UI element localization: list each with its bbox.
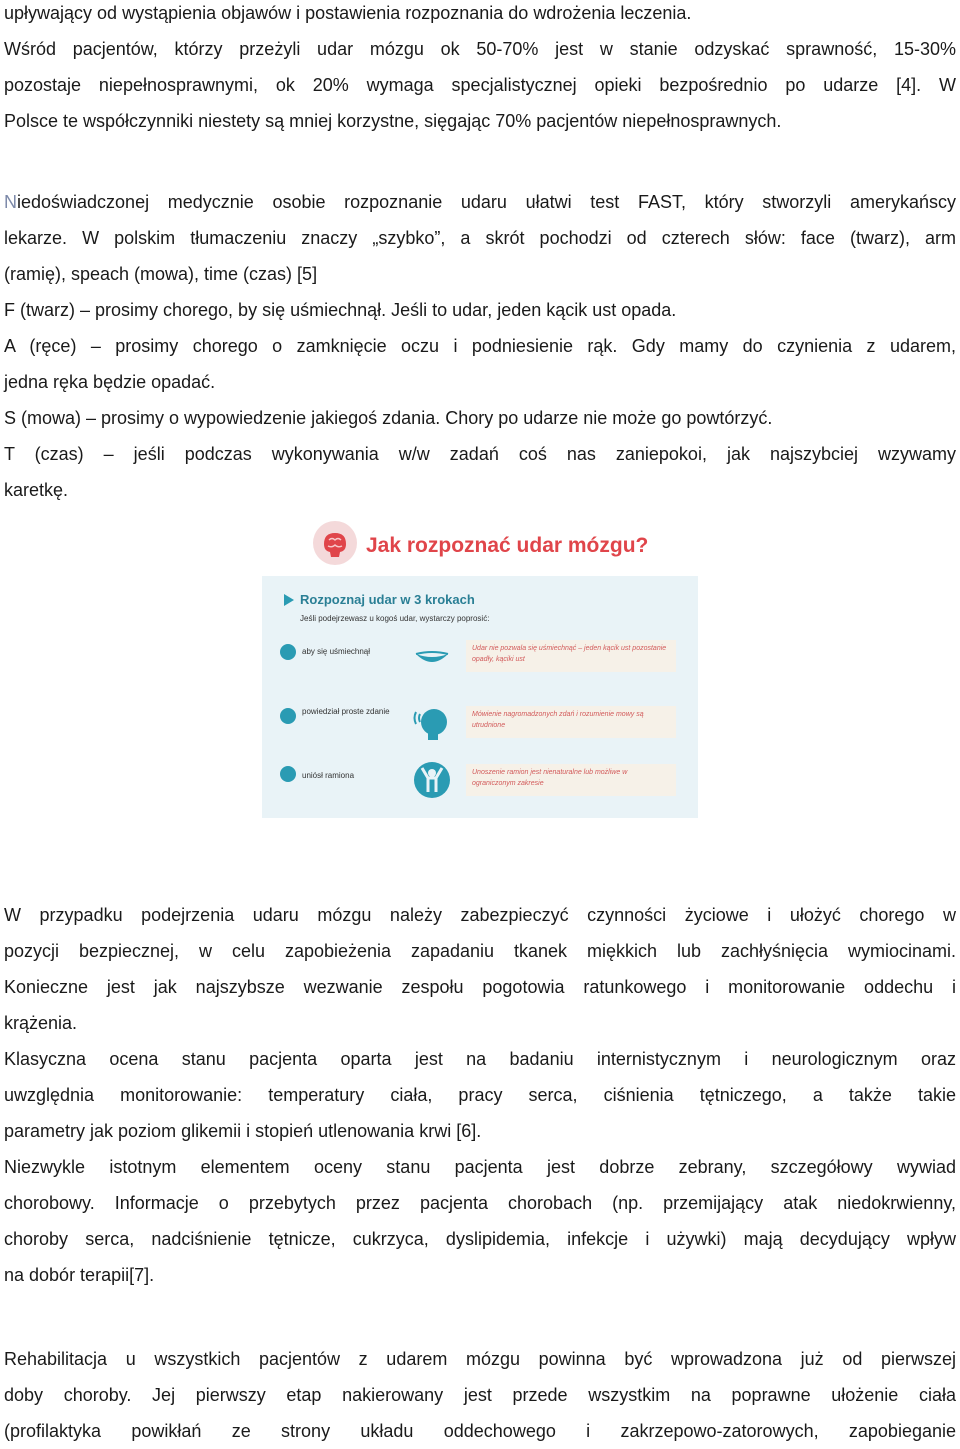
text-line: Polsce te współczynniki niestety są mniej korzystne, sięgając 70% pacjentów niepełnosprawnych. xyxy=(4,111,782,131)
text-line: lekarze. W polskim tłumaczeniu znaczy „szybko”, a skrót pochodzi od czterech słów: face (twarz), arm xyxy=(4,228,956,248)
text-line: krążenia. xyxy=(4,1013,78,1033)
text-line: Rehabilitacja u wszystkich pacjentów z udarem mózgu powinna być wprowadzona już od pierwszej xyxy=(4,1349,956,1369)
raised-arms-icon xyxy=(412,760,452,800)
text-line: Klasyczna ocena stanu pacjenta oparta jest na badaniu internistycznym i neurologicznym oraz xyxy=(4,1049,956,1069)
text-line: Wśród pacjentów, którzy przeżyli udar mózgu ok 50-70% jest w stanie odzyskać sprawność, 15-30% xyxy=(4,39,956,59)
step-smile xyxy=(262,636,698,696)
step-speak xyxy=(262,700,698,760)
paragraph-outcomes xyxy=(4,0,956,139)
text-line: A (ręce) – prosimy chorego o zamknięcie oczu i podniesienie rąk. Gdy mamy do czynienia z udarem, xyxy=(4,336,956,356)
stroke-infographic xyxy=(262,514,698,818)
text-line: upływający od wystąpienia objawów i postawienia rozpoznania do wdrożenia leczenia. xyxy=(4,3,692,23)
text-line: doby choroby. Jej pierwszy etap nakierowany jest przede wszystkim na poprawne ułożenie ciała xyxy=(4,1385,956,1405)
arms-step-icon xyxy=(280,766,296,782)
text-line: W przypadku podejrzenia udaru mózgu należy zabezpieczyć czynności życiowe i ułożyć chorego w xyxy=(4,905,956,925)
step-note: Unoszenie ramion jest nienaturalne lub możliwe w ograniczonym zakresie xyxy=(466,764,676,796)
text-line: (ramię), speach (mowa), time (czas) [5] xyxy=(4,264,318,284)
text-line: Konieczne jest jak najszybsze wezwanie zespołu pogotowia ratunkowego i monitorowanie oddechu i xyxy=(4,977,956,997)
step-note: Udar nie pozwala się uśmiechnąć – jeden kącik ust pozostanie opadły, kąciki ust xyxy=(466,640,676,672)
text-line: Niezwykle istotnym elementem oceny stanu pacjenta jest dobrze zebrany, szczegółowy wywiad xyxy=(4,1157,956,1177)
step-action: uniósł ramiona xyxy=(302,771,355,780)
text-line: F (twarz) – prosimy chorego, by się uśmiechnął. Jeśli to udar, jeden kącik ust opada. xyxy=(4,300,677,320)
speech-step-icon xyxy=(280,708,296,724)
brain-icon xyxy=(312,520,358,566)
text-line: pozostaje niepełnosprawnymi, ok 20% wymaga specjalistycznej opieki bezpośrednio po udarze [4]. W xyxy=(4,75,956,95)
infographic-intro: Jeśli podejrzewasz u kogoś udar, wystarczy poprosić: xyxy=(300,614,490,623)
paragraph-fast-test xyxy=(4,184,956,508)
speaking-head-icon xyxy=(412,702,452,742)
text-line: (profilaktyka powikłań ze strony układu oddechowego i zakrzepowo-zatorowych, zapobieganie xyxy=(4,1421,956,1441)
text-line xyxy=(4,184,956,220)
text-line: pozycji bezpiecznej, w celu zapobieżenia zapadaniu tkanek miękkich lub zachłyśnięcia wymiocinami. xyxy=(4,941,956,961)
drop-letter: N xyxy=(4,192,17,212)
text-span: iedoświadczonej medycznie osobie rozpoznanie udaru ułatwi test FAST, który stworzyli amerykańscy xyxy=(17,192,956,212)
infographic-subtitle: Rozpoznaj udar w 3 krokach xyxy=(300,592,475,607)
text-line: karetkę. xyxy=(4,480,69,500)
text-line: choroby serca, nadciśnienie tętnicze, cukrzyca, dyslipidemia, infekcje i używki) mają decydujący wpływ xyxy=(4,1229,956,1249)
step-action: powiedział proste zdanie xyxy=(302,707,390,716)
text-line: chorobowy. Informacje o przebytych przez pacjenta chorobach (np. przemijający atak niedokrwienny, xyxy=(4,1193,956,1213)
text-line: jedna ręka będzie opadać. xyxy=(4,372,216,392)
infographic-title: Jak rozpoznać udar mózgu? xyxy=(366,534,649,557)
text-line: na dobór terapii[7]. xyxy=(4,1265,155,1285)
step-note: Mówienie nagromadzonych zdań i rozumienie mowy są utrudnione xyxy=(466,706,676,738)
mouth-icon xyxy=(412,636,452,676)
paragraph-assessment xyxy=(4,897,956,1293)
smile-step-icon xyxy=(280,644,296,660)
text-line: uwzględnia monitorowanie: temperatury ciała, pracy serca, ciśnienia tętniczego, a także takie xyxy=(4,1085,956,1105)
play-arrow-icon xyxy=(284,594,294,606)
step-arms xyxy=(262,756,698,816)
text-line: S (mowa) – prosimy o wypowiedzenie jakiegoś zdania. Chory po udarze nie może go powtórzyć. xyxy=(4,408,773,428)
text-line: parametry jak poziom glikemii i stopień utlenowania krwi [6]. xyxy=(4,1121,482,1141)
step-action: aby się uśmiechnął xyxy=(302,647,371,656)
paragraph-rehabilitation xyxy=(4,1341,956,1449)
text-line: T (czas) – jeśli podczas wykonywania w/w zadań coś nas zaniepokoi, jak najszybciej wzywamy xyxy=(4,444,956,464)
